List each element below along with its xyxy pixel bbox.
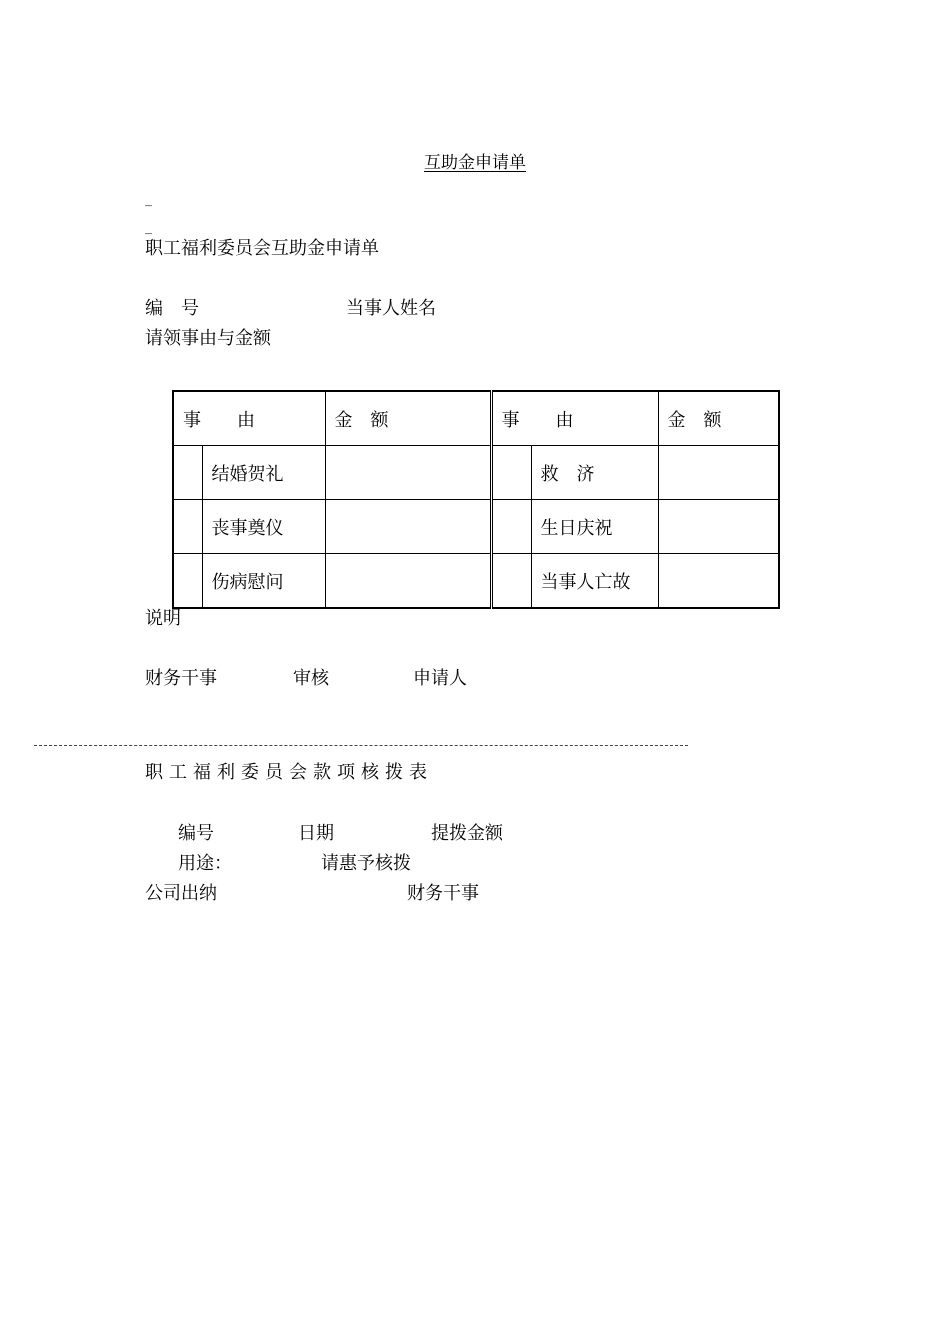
- header-amount-left: 金 额: [325, 391, 491, 446]
- form-title: 互助金申请单: [424, 153, 526, 173]
- amount-cell[interactable]: [325, 554, 491, 609]
- cut-line: [34, 745, 688, 746]
- reason-cell: 生日庆祝: [531, 500, 658, 554]
- finance-officer-label: 财务干事: [145, 668, 217, 689]
- reason-table: [172, 390, 780, 609]
- reason-cell: 结婚贺礼: [202, 446, 325, 500]
- party-name-label: 当事人姓名: [346, 298, 436, 319]
- slip-amount-label: 提拨金额: [431, 823, 503, 844]
- slip-title: 职工福利委员会款项核拨表: [145, 762, 433, 783]
- form-subtitle: 职工福利委员会互助金申请单: [145, 238, 379, 259]
- table-row: [173, 554, 779, 609]
- reason-amount-label: 请领事由与金额: [145, 328, 271, 349]
- reason-cell: 当事人亡故: [531, 554, 658, 609]
- applicant-label: 申请人: [413, 668, 467, 689]
- slip-number-label: 编号: [178, 823, 214, 844]
- blank-line-2: _: [145, 219, 152, 235]
- amount-cell[interactable]: [325, 446, 491, 500]
- checkbox-cell[interactable]: [491, 500, 531, 554]
- table-header-row: [173, 391, 779, 446]
- reason-cell: 伤病慰问: [202, 554, 325, 609]
- cashier-label: 公司出纳: [145, 883, 217, 904]
- review-label: 审核: [293, 668, 329, 689]
- number-label: 编 号: [145, 298, 199, 319]
- header-reason-right: 事 由: [491, 391, 658, 446]
- amount-cell[interactable]: [658, 446, 779, 500]
- reason-cell: 救 济: [531, 446, 658, 500]
- table-row: [173, 500, 779, 554]
- amount-cell[interactable]: [658, 500, 779, 554]
- amount-cell[interactable]: [325, 500, 491, 554]
- header-reason-left: 事 由: [173, 391, 325, 446]
- checkbox-cell[interactable]: [491, 446, 531, 500]
- slip-request-text: 请惠予核拨: [321, 853, 411, 874]
- header-amount-right: 金 额: [658, 391, 779, 446]
- reason-cell: 丧事奠仪: [202, 500, 325, 554]
- checkbox-cell[interactable]: [173, 554, 202, 609]
- amount-cell[interactable]: [658, 554, 779, 609]
- slip-date-label: 日期: [298, 823, 334, 844]
- table-row: [173, 446, 779, 500]
- slip-purpose-label: 用途：: [178, 853, 232, 874]
- blank-line-1: _: [145, 191, 152, 207]
- checkbox-cell[interactable]: [173, 446, 202, 500]
- checkbox-cell[interactable]: [173, 500, 202, 554]
- slip-finance-label: 财务干事: [407, 883, 479, 904]
- note-label: 说明: [145, 608, 181, 629]
- checkbox-cell[interactable]: [491, 554, 531, 609]
